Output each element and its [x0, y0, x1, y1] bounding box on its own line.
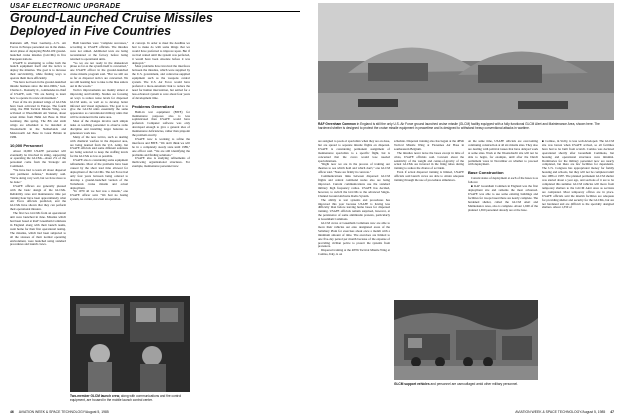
paragraph: schedule. Dispersal training also has begun at the 485th Tactical Missile Wing at Florennes Air Base in southeastern Belgium. [394, 140, 464, 151]
paragraph: Tactics improvements are mainly aimed at improving survivability. Studies are focusing on ways to reduce noise levels for dispersed GLCM units, as well as to develop better infrared and visual signatures. The goal is to give the GLCM units essentially the same appearance as conventional military units that will be stationed in the same area. [70, 87, 128, 120]
paragraph: "We have had to learn all about dispersal and perimeter defense," Donnelly said. "We're doing very well, but we have more to be done." [10, 168, 66, 184]
paragraph: ■ Comiso, in Sicily, is less well-developed. The GLCM site was barren when USAFE arrived, so all facilities have had to be built from scratch. Comiso was declared operational shortly after Greenham Commons, but housing and operational structures were minimal. Dormitories for the military personnel now are nearly completed, but there are few facilities for dependents. The U.S. Congress has appropriated money for family housing and schools, but they will not be completed until late 1986 or 1987. The planned permanent GLCM shelter was started about a year ago, and sections of it are to be completed this summer. GLCM vehicles will move from temporary shelters to the GLCM Alert Area as sections are completed. Most temporary offices are in place. USAFE officials said the interim facilities are adequate for providing shelter and security for the GLCMs, but are not hardened and are difficult to the specially designed shelters. About 1,350 of [542, 140, 614, 210]
paragraph: "Right now we are in the process of training our theatres to see which hold and which don't," one GLCM officer said. "None are firmly in concrete." [318, 162, 390, 175]
paragraph: The missiles never leave the bases except in time of crisis, USAFE officials said. Concern about the sensitivity of the weight and center-of-gravity of the actual GLCMs are incurred in the firing tubes during training to reduce the chance of accident. [394, 150, 464, 171]
caption-text: and personnel are camouflaged amid other military personnel. [429, 382, 519, 386]
article-column-7 [542, 140, 614, 378]
paragraph: Most problems have involved the interfaces between the missiles, which were supplied by the U.S. government, and contractor-supplied equipment such as the weapons control system. The U.S. Air Force would have preferred a more-automatic link to reduce the need for human intervention, but settled for a less-advanced system to save about four years of development time. [132, 64, 190, 100]
article-column-6 [468, 140, 538, 296]
paragraph: Both launches were "complete successes," according to USAFE officials. The missiles were not armed. Additional tests are being reconsidered at the factory before being returned to operational units. [70, 42, 128, 61]
paragraph: USAFE also is studying refinements of multi-wing organizational structures. For example, maintenance personnel now [132, 156, 190, 169]
article-column-4 [318, 140, 390, 382]
paragraph: ■ RAF Greenham Common in England was the first deployment site and remains the most advanced. USAFE was able to use some existing buildings and facilities for troops based there are nearly complete. The hardened shelter, called the GLCM Alert and Maintenance Area, also is complete. About 1,600 of the planned 1,650 personnel already are at the base. [468, 184, 538, 212]
footer-right [460, 410, 614, 414]
paragraph: USAFE also is considering some equipment refinements. Most of the problems have been caused by the short lead time allowed for deployment of the GLCMs. The Air Force had only four years between being ordered to develop a ground-launched version of the Tomahawk cruise missile and actual deployment. [70, 158, 128, 190]
paragraph: USAFE is attempting to refine both the launch equipment itself and the tactics to deploy the missiles. The goal is to increase their survivability, while finding ways to operate them more efficiently. [10, 60, 66, 81]
caption-lead: RAF Greenham Common [318, 122, 356, 126]
section-tag: USAF ELECTRONIC UPGRADE [10, 3, 121, 10]
greenham-caption [318, 122, 614, 130]
subhead-problems: Problems Generalized [132, 103, 175, 109]
title-line-2: Deployed in Five Countries [10, 24, 172, 38]
paragraph: USAFE now is working to refine the interfaces and BITE. "We don't think we will be in a completely steady state until 1989," one officer said. "We are still identifying the problems and finding solutions." [132, 136, 190, 157]
article-column-3 [132, 42, 190, 285]
paragraph: Dispersal training at the 487th Tactical Missile Wing at Comiso, Italy, is on [318, 248, 390, 257]
paragraph: Many of the new tactics, such as dealing with chemical warfare in the dispersal area, are being learned from the U.S. Army, but USAFE officials said some different solutions are being selected to keep the staffing levels for the GLCMs as low as possible. [70, 134, 128, 159]
support-vehicles-illustration [394, 300, 538, 380]
page-title [10, 12, 250, 38]
paragraph: Current status of deployment at each of the bases is as follows: [468, 176, 538, 185]
title-line-1: Ground-Launched Cruise Missiles [10, 11, 213, 25]
lead-paragraph: Ramstein AB, West Germany—U.S. Air Forces in Europe personnel are in the shake-down phase of deploying BGM-109 ground-launched cruise missiles (GLCMs) in five European nations. [10, 42, 66, 61]
paragraph: USAFE officers are generally pleased with the basic design of the GLCMs. Reliability rates and maintenance time per training hour have been approximately what Air Force officials predicted, and the GLCMs have shown that they can perform their operational mission. [10, 183, 66, 212]
paragraph: At the same time, USAFE officials are overcoming continuing construction at all six missile sites. They also are dealing with political issues that have delayed work at some sites. Work at the Woensdrecht site will not be able to begin, for example, until after the Dutch parliament votes in November on whether to proceed with deployment. [468, 140, 538, 167]
caption-lead: Two-member GLCM launch crew, [70, 394, 120, 398]
caption-text: along with communications and fire control equipment, are housed in the mobile launch control center. [70, 394, 182, 402]
paragraph: al concept. In order to meet the deadline we had to make do with some things that we would have preferred to improve upon. But if we had waited until the system was perfected, it would have been obsolete before it was deployed." [132, 42, 190, 65]
paragraph: About 10,000 USAFE personnel will eventually be involved in siting, supporting or operating the GLCMs—about 2% of the personnel come from the Strategic Air Command. [10, 148, 66, 169]
footer-left [10, 410, 109, 414]
paragraph: GLCM crews at Greenham Commons now are able to move their vehicles out onto designated areas of the Salisbury Plain for exercises about once a month with a minimum amount of time. The exercises are limited to one five-day period per month because of the expense of providing civilian police to protect the systems from protesters. [318, 221, 390, 249]
paragraph: Four of the six planned wings of GLCMs have been activated in Europe. The fourth wing, the 38th Tactical Missile Wing, was activated at Wueschheim Air Station, about seven miles from Hahn Air Base in West Germany, this spring. The 8th and sixth wings are scheduled to be installed at Woensdrecht in the Netherlands and Molesworth Air Base in Great Britain in 1986. [10, 99, 66, 139]
page-number-left: 46 [10, 410, 14, 414]
launch-crew-illustration [70, 296, 190, 392]
caption-text: in England is still the only U.S. Air Force ground launched cruise missile (GLCM) facility equipped with a fully functional GLCM Alert and Maintenance Area, shown here. The hardened shelter is designed to protect the cruise missile equipment in peacetime and is designed to withstand heavy conventional attacks in wartime. [318, 122, 600, 130]
paragraph: Even if actual dispersal training is limited, USAFE officials said launch crews are able to obtain adequate training through the use of procedures simulators. [394, 170, 464, 183]
publication-right: AVIATION WEEK & SPACE TECHNOLOGY/August 5, 1985 [515, 410, 606, 414]
article-column-1 [10, 42, 66, 342]
paragraph: Built-in test equipment (BITE) for maintenance purposes also is less sophisticated than USAFE would have preferred. Computer software was only developed enough to give a general idea of maintenance deficiencies, rather than pinpoint the problem exactly. [132, 109, 190, 138]
support-vehicles-photo [394, 300, 538, 380]
page-number-right: 47 [610, 410, 614, 414]
greenham-shelter-illustration [318, 3, 614, 120]
article-column-5 [394, 140, 464, 296]
support-vehicles-caption [394, 382, 540, 386]
paragraph: "So we are not ready in the shakedown phase as far as the system itself is concerned," one USAFE officer in the ground-launched cruise missile program said. "But we still are as far as dispersal tactics are concerned. We are still learning how to take to the blue suiters out in the woods." [70, 60, 128, 88]
paragraph: The first two GLCMs from an operational unit were launched in June. Missiles which had been based at RAF Greenham Commons in England along with their launch teams, went home for their first operational testing. The missiles, which had been subjected to all the stresses of their normal operating environment, were launched using standard procedures and launch crews. [10, 211, 66, 247]
paragraph: Communications links between dispersed GLCM flights and central command nodes also are being improved. Current communications use the standard military high frequency radios. USAFE has decided, however, to switch the GLCMs to the advanced Single-Channel Ground Airborne Radio System. [318, 174, 390, 198]
subhead-base-construction: Base Construction [468, 170, 504, 176]
caption-lead: GLCM support vehicles [394, 382, 430, 386]
subhead-personnel: 10,000 Personnel [10, 142, 43, 148]
launch-crew-caption [70, 394, 190, 402]
paragraph: are assigned to pools of specialists when they are on-base, but are spread to separate missile flights on dispersal. USAFE is considering permanent assignment of maintenance specialists to a specific flight, but is concerned that the crews would lose needed specializations. [318, 140, 390, 163]
greenham-common-photo [318, 3, 614, 120]
paragraph: The ability to test systems and procedures has improved this year because USAFE is having less difficulty than before leaving home bases for dispersed training. USAFE officials remain surprised, however, at the persistence of some antimissile protests, particularly at Greenham Commons. [318, 197, 390, 222]
paragraph: Most of the changes involve such simple tasks as teaching personnel to observe radio discipline and installing larger batteries so generators work less. [70, 119, 128, 135]
launch-crew-photo [70, 296, 190, 392]
paragraph: "We have not been in the ground-launched missile business since the mid-1960s," Gen. Charles L. Donnelly Jr., commander-in-chief of USAFE, said. "We are having to learn how to operate in a new environment." [10, 80, 66, 100]
paragraph: "In 1979 all we had was a missile," one USAFE officer said. "We had no basing system, no carrier, not even an operation- [70, 189, 128, 202]
publication-left: AVIATION WEEK & SPACE TECHNOLOGY/August 5, 1985 [18, 410, 109, 414]
